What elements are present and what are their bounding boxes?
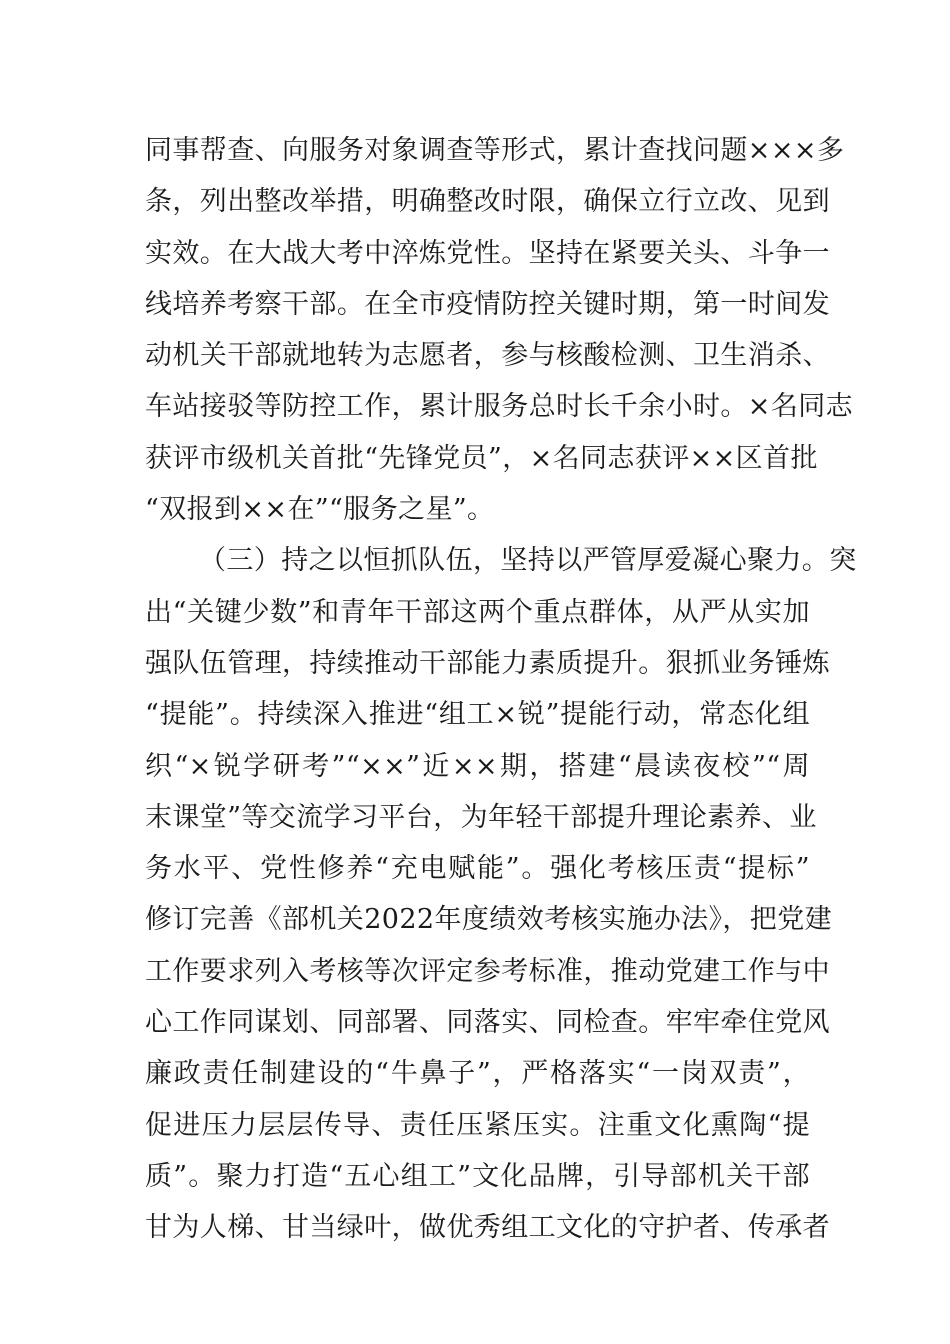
text-line: 质”。聚力打造“五心组工”文化品牌，引导部机关干部	[145, 1160, 810, 1192]
text-line: 心工作同谋划、同部署、同落实、同检查。牢牢牵住党风	[145, 1007, 830, 1039]
text-line: 强队伍管理，持续推动干部能力素质提升。狠抓业务锤炼	[145, 647, 830, 679]
text-line: 条，列出整改举措，明确整改时限，确保立行立改、见到	[145, 186, 830, 218]
paragraph-end-line: “双报到××在”“服务之星”。	[145, 494, 495, 526]
text-line: 织“×锐学研考”“××”近××期，搭建“晨读夜校”“周	[145, 750, 810, 782]
text-line: 修订完善《部机关2022年度绩效考核实施办法》，把党建	[145, 904, 833, 936]
text-line: 线培养考察干部。在全市疫情防控关键时期，第一时间发	[145, 288, 830, 320]
text-line: 出“关键少数”和青年干部这两个重点群体，从严从实加	[145, 596, 810, 628]
document-body	[145, 128, 857, 1257]
text-line: 末课堂”等交流学习平台，为年轻干部提升理论素养、业	[145, 801, 817, 833]
text-line: 务水平、党性修养“充电赋能”。强化考核压责“提标”	[145, 853, 810, 885]
text-line: 廉政责任制建设的“牛鼻子”，严格落实“一岗双责”，	[145, 1058, 810, 1090]
text-line: 获评市级机关首批“先锋党员”，×名同志获评××区首批	[145, 442, 818, 474]
text-line: 同事帮查、向服务对象调查等形式，累计查找问题×××多	[145, 135, 845, 166]
text-line: “提能”。持续深入推进“组工×锐”提能行动，常态化组	[145, 699, 810, 731]
text-line: 动机关干部就地转为志愿者，参与核酸检测、卫生消杀、	[145, 340, 830, 372]
text-line: 甘为人梯、甘当绿叶，做优秀组工文化的守护者、传承者	[145, 1212, 830, 1244]
text-line: 工作要求列入考核等次评定参考标准，推动党建工作与中	[145, 955, 830, 987]
text-line: 促进压力层层传导、责任压紧压实。注重文化熏陶“提	[145, 1109, 810, 1141]
section-heading-line: （三）持之以恒抓队伍，坚持以严管厚爱凝心聚力。突	[199, 545, 857, 577]
text-line: 实效。在大战大考中淬炼党性。坚持在紧要关头、斗争一	[145, 237, 830, 269]
text-line: 车站接驳等防控工作，累计服务总时长千余小时。×名同志	[145, 391, 854, 423]
